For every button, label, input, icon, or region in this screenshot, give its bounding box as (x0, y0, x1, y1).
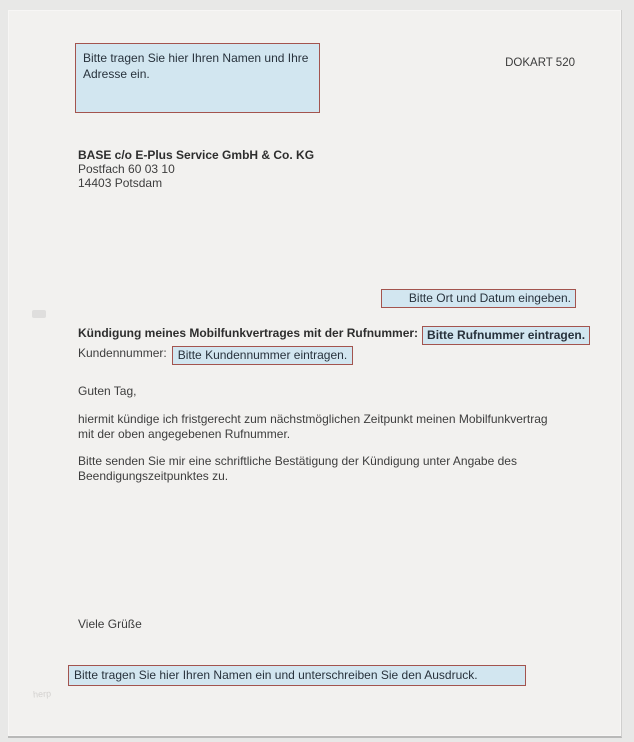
recipient-address (78, 148, 314, 190)
dokart-label: DOKART 520 (505, 57, 575, 69)
closing-phrase: Viele Grüße (78, 617, 142, 631)
watermark-text: herp (32, 688, 52, 700)
paragraph-line: Beendigungszeitpunktes zu. (78, 469, 229, 483)
subject-label: Kündigung meines Mobilfunkvertrages mit der Rufnummer: (78, 326, 419, 340)
paragraph-line: mit der oben angegebenen Rufnummer. (78, 427, 291, 441)
recipient-pobox: Postfach 60 03 10 (78, 162, 175, 176)
paragraph-line: Bitte senden Sie mir eine schriftliche Bestätigung der Kündigung unter Angabe des (78, 454, 517, 468)
body-paragraph-2 (78, 454, 608, 484)
signature-placeholder-box[interactable]: Bitte tragen Sie hier Ihren Namen ein und unterschreiben Sie den Ausdruck. (68, 665, 526, 686)
subject-line (78, 326, 590, 345)
kundennummer-line (78, 346, 353, 365)
recipient-city: 14403 Potsdam (78, 176, 163, 190)
paragraph-line: hiermit kündige ich fristgerecht zum nächstmöglichen Zeitpunkt meinen Mobilfunkvertrag (78, 412, 548, 426)
name-address-placeholder-box[interactable]: Bitte tragen Sie hier Ihren Namen und Ihre Adresse ein. (75, 43, 320, 113)
scan-smudge (32, 310, 46, 318)
recipient-company: BASE c/o E-Plus Service GmbH & Co. KG (78, 148, 315, 162)
kundennummer-placeholder-box[interactable]: Bitte Kundennummer eintragen. (172, 346, 353, 365)
kundennummer-label: Kundennummer: (78, 346, 167, 360)
letter-page (8, 10, 622, 738)
ort-datum-placeholder-box[interactable]: Bitte Ort und Datum eingeben. (381, 289, 576, 308)
body-paragraph-1 (78, 412, 608, 442)
rufnummer-placeholder-box[interactable]: Bitte Rufnummer eintragen. (422, 326, 590, 345)
salutation: Guten Tag, (78, 384, 137, 398)
